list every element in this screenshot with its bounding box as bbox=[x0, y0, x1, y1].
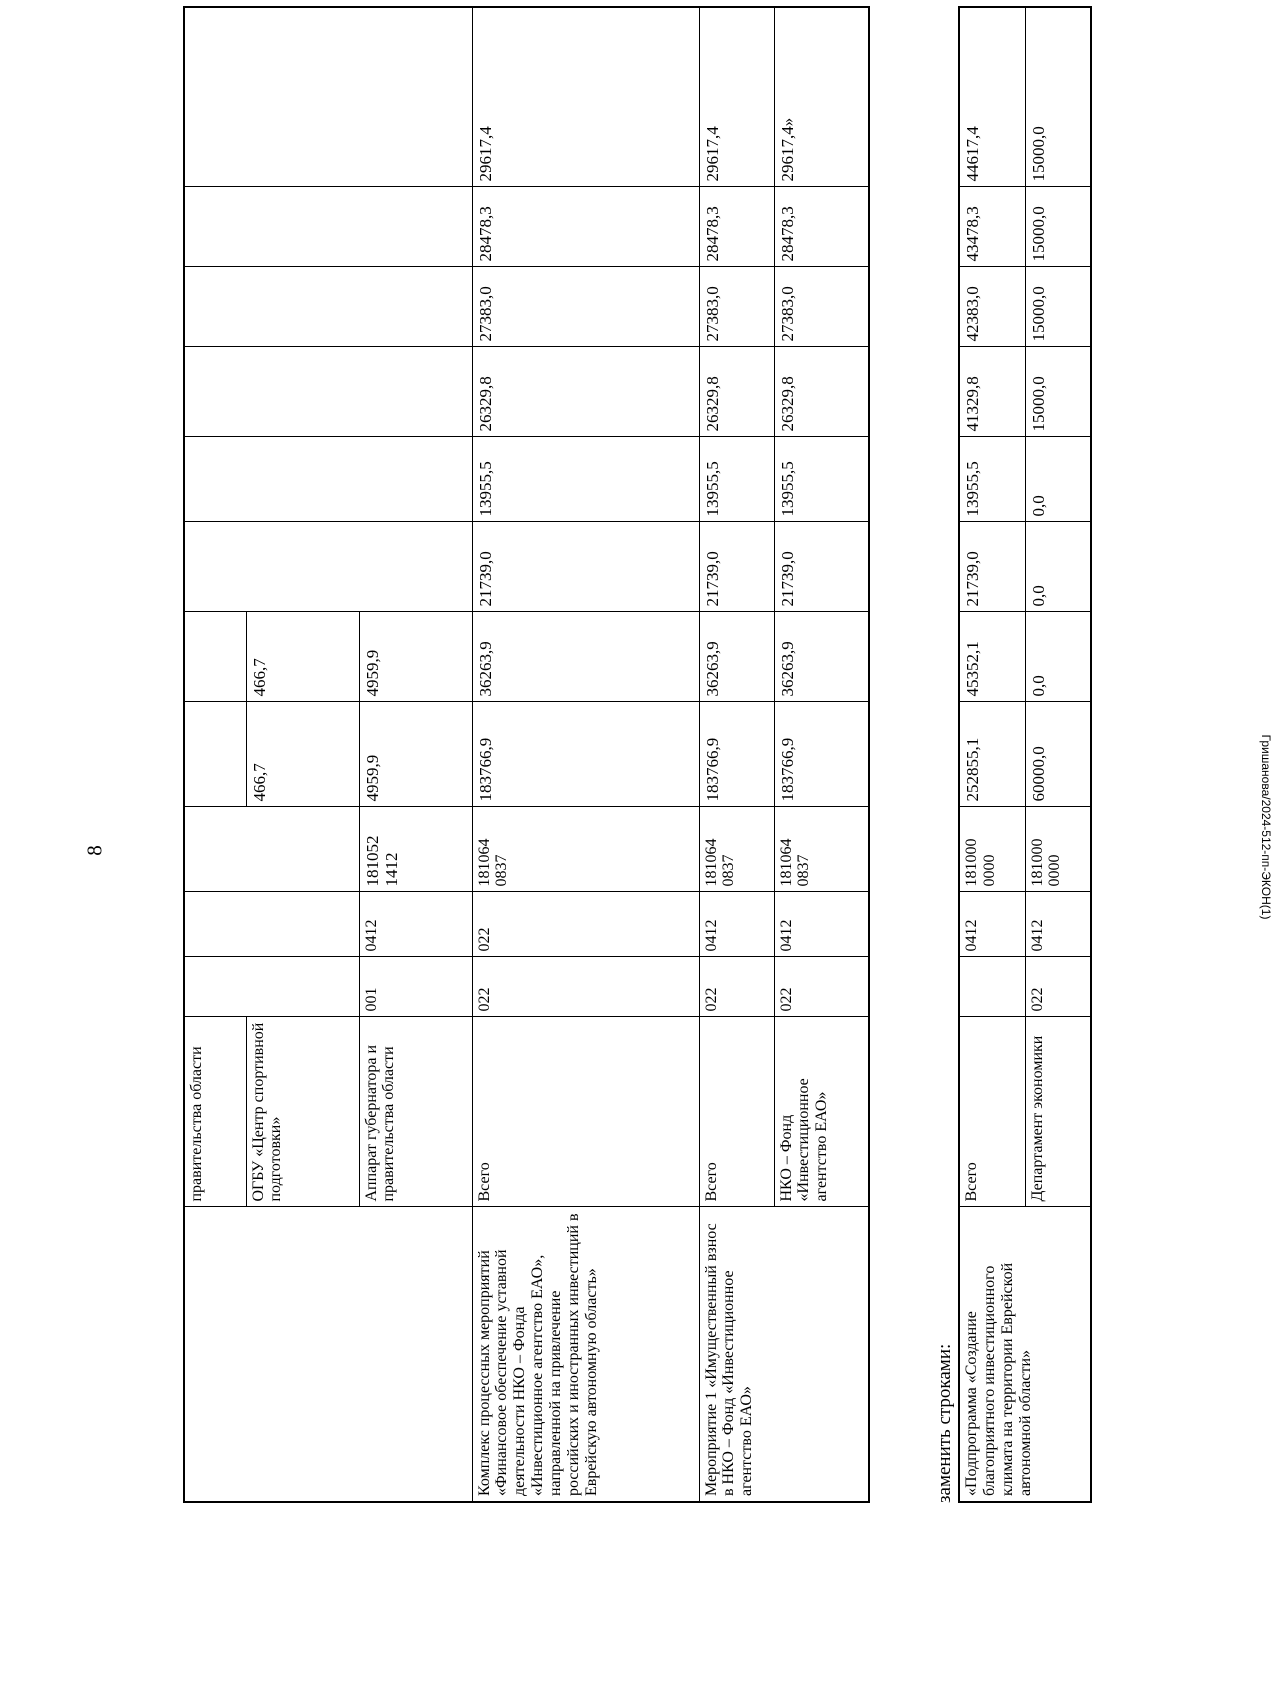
value-cell: 15000,0 bbox=[1025, 187, 1091, 267]
value-cell: 45352,1 bbox=[959, 612, 1025, 702]
value-cell: 15000,0 bbox=[1025, 347, 1091, 437]
csr-cell: 181064 0837 bbox=[472, 807, 699, 892]
replacement-table bbox=[958, 6, 1092, 1503]
executor-cell: Аппарат губернатора и правительства области bbox=[359, 1017, 472, 1207]
csr-cell: 181000 0000 bbox=[1025, 807, 1091, 892]
grbs-cell: 022 bbox=[472, 957, 699, 1017]
executor-cell: ОГБУ «Центр спортивной подготовки» bbox=[246, 1017, 359, 1207]
value-cell bbox=[184, 267, 472, 347]
value-cell: 13955,5 bbox=[699, 437, 774, 522]
grbs-cell: 022 bbox=[774, 957, 869, 1017]
total-cell: 183766,9 bbox=[774, 702, 869, 807]
value-cell: 28478,3 bbox=[472, 187, 699, 267]
value-cell: 466,7 bbox=[246, 612, 359, 702]
name-cell: Мероприятие 1 «Имущественный взнос в НКО – Фонд «Инвестиционное агентство ЕАО» bbox=[699, 1207, 869, 1502]
grbs-cell bbox=[959, 957, 1025, 1017]
total-cell: 252855,1 bbox=[959, 702, 1025, 807]
csr-cell: 181052 1412 bbox=[359, 807, 472, 892]
value-cell: 26329,8 bbox=[472, 347, 699, 437]
value-cell: 21739,0 bbox=[699, 522, 774, 612]
csr-cell: 181064 0837 bbox=[774, 807, 869, 892]
executor-cell: правительства области bbox=[184, 1017, 246, 1207]
value-cell: 13955,5 bbox=[472, 437, 699, 522]
value-cell: 36263,9 bbox=[699, 612, 774, 702]
executor-cell: НКО – Фонд «Инвестиционное агентство ЕАО» bbox=[774, 1017, 869, 1207]
value-cell: 21739,0 bbox=[959, 522, 1025, 612]
rz-cell: 0412 bbox=[1025, 892, 1091, 957]
rz-cell: 0412 bbox=[699, 892, 774, 957]
value-cell: 36263,9 bbox=[774, 612, 869, 702]
budget-table bbox=[183, 6, 870, 1503]
value-cell: 0,0 bbox=[1025, 522, 1091, 612]
value-cell: 29617,4 bbox=[472, 7, 699, 187]
total-cell: 183766,9 bbox=[699, 702, 774, 807]
value-cell: 28478,3 bbox=[774, 187, 869, 267]
value-cell: 27383,0 bbox=[699, 267, 774, 347]
value-cell: 4959,9 bbox=[359, 612, 472, 702]
table-row bbox=[472, 7, 699, 1502]
total-cell: 4959,9 bbox=[359, 702, 472, 807]
value-cell: 21739,0 bbox=[774, 522, 869, 612]
name-cell: Комплекс процессных мероприятий «Финансовое обеспечение уставной деятельности НКО – Фонда «Инвестиционное агентство ЕАО», направленной на привлечение российских и иностранных инвестиций в Еврейскую автономную область» bbox=[472, 1207, 699, 1502]
rz-cell: 0412 bbox=[359, 892, 472, 957]
value-cell: 42383,0 bbox=[959, 267, 1025, 347]
value-cell bbox=[184, 612, 246, 702]
name-cell: «Подпрограмма «Создание благоприятного инвестиционного климата на территории Еврейской автономной области» bbox=[959, 1207, 1091, 1502]
executor-cell: Всего bbox=[959, 1017, 1025, 1207]
value-cell: 13955,5 bbox=[774, 437, 869, 522]
grbs-cell bbox=[184, 957, 359, 1017]
grbs-cell: 022 bbox=[1025, 957, 1091, 1017]
csr-cell: 181064 0837 bbox=[699, 807, 774, 892]
value-cell: 36263,9 bbox=[472, 612, 699, 702]
rotated-content bbox=[183, 108, 1064, 1503]
value-cell: 15000,0 bbox=[1025, 7, 1091, 187]
document-code: Гришанова/2024-512-пп-ЭКОН(1) bbox=[1259, 734, 1273, 920]
value-cell: 13955,5 bbox=[959, 437, 1025, 522]
table-row bbox=[184, 7, 246, 1502]
total-cell: 60000,0 bbox=[1025, 702, 1091, 807]
rz-cell: 022 bbox=[472, 892, 699, 957]
value-cell: 0,0 bbox=[1025, 437, 1091, 522]
value-cell: 0,0 bbox=[1025, 612, 1091, 702]
value-cell: 41329,8 bbox=[959, 347, 1025, 437]
value-cell bbox=[184, 7, 472, 187]
value-cell: 27383,0 bbox=[774, 267, 869, 347]
value-cell bbox=[184, 522, 472, 612]
value-cell: 21739,0 bbox=[472, 522, 699, 612]
replace-heading: заменить строками: bbox=[934, 1343, 955, 1503]
csr-cell: 181000 0000 bbox=[959, 807, 1025, 892]
value-cell bbox=[184, 187, 472, 267]
value-cell: 29617,4 bbox=[699, 7, 774, 187]
value-cell: 15000,0 bbox=[1025, 267, 1091, 347]
rz-cell bbox=[184, 892, 359, 957]
page-number: 8 bbox=[82, 845, 107, 856]
name-cell bbox=[184, 1207, 472, 1502]
value-cell bbox=[184, 347, 472, 437]
csr-cell bbox=[184, 807, 359, 892]
executor-cell: Департамент экономики bbox=[1025, 1017, 1091, 1207]
value-cell: 28478,3 bbox=[699, 187, 774, 267]
executor-cell: Всего bbox=[699, 1017, 774, 1207]
value-cell: 29617,4» bbox=[774, 7, 869, 187]
value-cell: 26329,8 bbox=[774, 347, 869, 437]
executor-cell: Всего bbox=[472, 1017, 699, 1207]
total-cell: 183766,9 bbox=[472, 702, 699, 807]
total-cell bbox=[184, 702, 246, 807]
total-cell: 466,7 bbox=[246, 702, 359, 807]
value-cell: 44617,4 bbox=[959, 7, 1025, 187]
value-cell: 26329,8 bbox=[699, 347, 774, 437]
value-cell: 43478,3 bbox=[959, 187, 1025, 267]
grbs-cell: 022 bbox=[699, 957, 774, 1017]
table-row bbox=[959, 7, 1025, 1502]
rz-cell: 0412 bbox=[774, 892, 869, 957]
table-row bbox=[699, 7, 774, 1502]
grbs-cell: 001 bbox=[359, 957, 472, 1017]
value-cell: 27383,0 bbox=[472, 267, 699, 347]
value-cell bbox=[184, 437, 472, 522]
rz-cell: 0412 bbox=[959, 892, 1025, 957]
